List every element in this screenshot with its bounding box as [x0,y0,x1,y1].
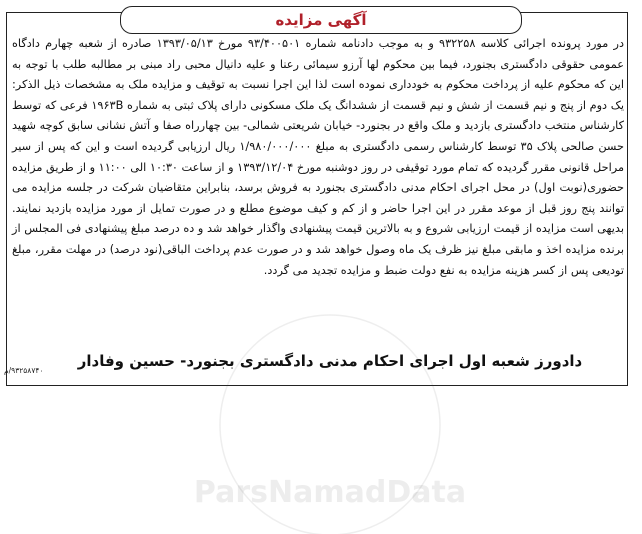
notice-signature: دادورز شعبه اول اجرای احکام مدنی دادگستری بجنورد- حسین وفادار [77,352,583,370]
notice-body-paragraph: در مورد پرونده اجرائی کلاسه ۹۳۲۲۵۸ و به موجب دادنامه شماره ۹۳/۴۰۰۵۰۱ مورخ ۱۳۹۳/۰۵/۱۳ صادره از شعبه چهارم دادگاه عمومی حقوقی دادگستری بجنورد، فیما بین محکوم لها آرزو سیمائی رعنا و علیه دانیال محبی راد مبنی بر مطالبه طلب با توجه به این که محکوم علیه از پرداخت محکوم به خودداری نموده است لذا این اجرا نسبت به توقیف و مزایده ملک به مشخصات ذیل الذکر: یک دوم از پنج و نیم قسمت از شش و نیم قسمت از ششدانگ یک ملک مسکونی دارای پلاک ثبتی به شماره ۱۹۶۳B فرعی که توسط کارشناس منتخب دادگستری بازدید و ملک واقع در بجنورد- خیابان شریعتی شمالی- بین چهارراه صفا و آتش نشانی سابق کوچه شهید حسن صالحی پلاک ۳۵ توسط کارشناس رسمی دادگستری به مبلغ ۱/۹۸۰/۰۰۰/۰۰۰ ریال ارزیابی گردیده است و این که پس از سیر مراحل قانونی مقرر گردیده که تمام مورد توقیفی در روز دوشنبه مورخ ۱۳۹۳/۱۲/۰۴ و از ساعت ۱۰:۳۰ الی ۱۱:۰۰ و از طریق مزایده حضوری(نوبت اول) در محل اجرای احکام مدنی دادگستری بجنورد به فروش برسد، بنابراین متقاضیان شرکت در جلسه مزایده می توانند پنج روز قبل از موعد مقرر در این اجرا حاضر و از کم و کیف موضوع مطلع و در صورت تمایل از مورد مزایده بازدید نمایند. بدیهی است مزایده از قیمت ارزیابی شروع و به بالاترین قیمت پیشنهادی واگذار خواهد شد و ده درصد مبلغ پیشنهادی فی المجلس از برنده مزایده اخذ و مابقی مبلغ نیز ظرف یک ماه وصول خواهد شد و در صورت عدم پرداخت الباقی(نود درصد) در مهلت مقرر، مبلغ تودیعی پس از کسر هزینه مزایده به نفع دولت ضبط و مزایده تجدید می گردد. [12,37,625,277]
notice-code: ۹۳۲۵۸۷۴۰/م [4,366,44,375]
watermark-text: ParsNamadData [193,475,467,510]
notice-title: آگهی مزایده [275,11,367,29]
notice-body [12,34,624,281]
notice-title-box [120,6,522,34]
